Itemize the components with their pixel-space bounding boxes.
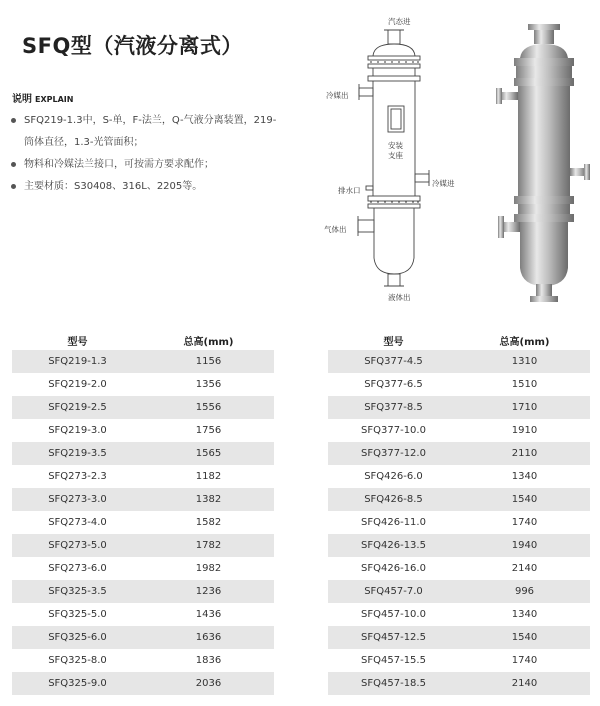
table-row: SFQ377-4.5 1310: [328, 350, 590, 373]
table-row: SFQ457-18.5 2140: [328, 672, 590, 695]
table-row: SFQ426-13.5 1940: [328, 534, 590, 557]
table-row: SFQ219-2.5 1556: [12, 396, 274, 419]
table-row: SFQ273-5.0 1782: [12, 534, 274, 557]
table-row: SFQ325-8.0 1836: [12, 649, 274, 672]
table-row: SFQ457-15.5 1740: [328, 649, 590, 672]
label-support-2: 支座: [388, 151, 403, 160]
separator-photo: [494, 18, 592, 308]
bullet-dot-icon: [11, 184, 16, 189]
table-row: SFQ325-5.0 1436: [12, 603, 274, 626]
explain-label: 说明: [12, 94, 32, 105]
list-item: 筒体直径，1.3-光管面积；: [24, 137, 144, 148]
table-row: SFQ426-6.0 1340: [328, 465, 590, 488]
label-coolant-out: 冷媒出: [326, 91, 349, 100]
spec-table-left: [12, 331, 274, 695]
table-row: SFQ457-7.0 996: [328, 580, 590, 603]
table-row: SFQ273-3.0 1382: [12, 488, 274, 511]
table-row: SFQ325-6.0 1636: [12, 626, 274, 649]
table-row: SFQ273-2.3 1182: [12, 465, 274, 488]
table-row: SFQ273-6.0 1982: [12, 557, 274, 580]
list-item: 主要材质：S30408、316L、2205等。: [10, 176, 292, 198]
separator-schematic: [318, 8, 458, 308]
bullet-dot-icon: [11, 118, 16, 123]
table-header-row: [12, 331, 274, 350]
label-gas-out: 气体出: [324, 225, 347, 234]
table-row: SFQ325-3.5 1236: [12, 580, 274, 603]
label-support-1: 安装: [388, 141, 403, 150]
table-row: SFQ273-4.0 1582: [12, 511, 274, 534]
header-height: 总高(mm): [459, 331, 590, 350]
table-row: SFQ377-6.5 1510: [328, 373, 590, 396]
header-height: 总高(mm): [143, 331, 274, 350]
header-model: 型号: [12, 331, 143, 350]
table-row: SFQ377-12.0 2110: [328, 442, 590, 465]
table-row: SFQ325-9.0 2036: [12, 672, 274, 695]
label-steam-in: 汽态进: [388, 17, 411, 26]
table-row: SFQ426-16.0 2140: [328, 557, 590, 580]
table-row: SFQ426-11.0 1740: [328, 511, 590, 534]
label-drain: 排水口: [338, 186, 361, 195]
bullet-dot-icon: [11, 162, 16, 167]
label-liquid-out: 液体出: [388, 293, 411, 302]
table-header-row: [328, 331, 590, 350]
table-row: SFQ219-3.5 1565: [12, 442, 274, 465]
explain-heading: [12, 90, 73, 105]
list-item: SFQ219-1.3中，S-单，F-法兰，Q-气液分离装置，219-: [10, 110, 292, 132]
label-coolant-in: 冷媒进: [432, 179, 455, 188]
table-row: SFQ377-8.5 1710: [328, 396, 590, 419]
explain-list: [10, 110, 292, 198]
list-item: 物料和冷媒法兰接口，可按需方要求配作；: [10, 154, 292, 176]
table-row: SFQ426-8.5 1540: [328, 488, 590, 511]
explain-label-en: EXPLAIN: [35, 95, 74, 104]
page-title: SFQ型（汽液分离式）: [22, 34, 243, 58]
table-row: SFQ457-12.5 1540: [328, 626, 590, 649]
table-row: SFQ457-10.0 1340: [328, 603, 590, 626]
header-model: 型号: [328, 331, 459, 350]
spec-table-right: [328, 331, 590, 695]
table-row: SFQ219-2.0 1356: [12, 373, 274, 396]
table-row: SFQ219-3.0 1756: [12, 419, 274, 442]
table-row: SFQ377-10.0 1910: [328, 419, 590, 442]
table-row: SFQ219-1.3 1156: [12, 350, 274, 373]
